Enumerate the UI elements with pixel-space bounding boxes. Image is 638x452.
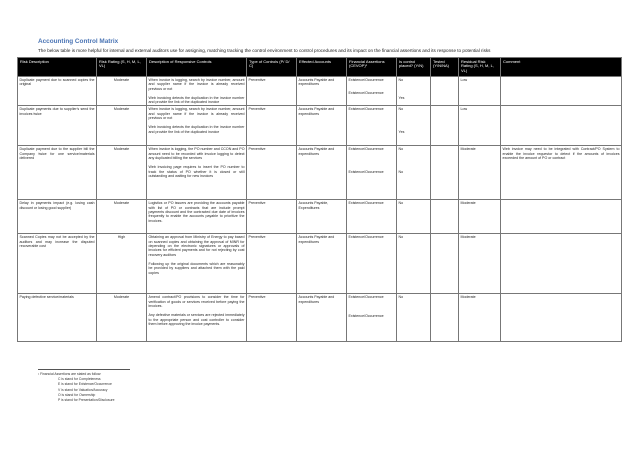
- footnote-item: V is stand for Valuation/Accuracy: [58, 387, 108, 392]
- assertions-cell: Existence/Occurrence: [347, 106, 397, 146]
- risk-description-cell: Delay in payments impact (e.g. losing cash discount or losing good supplier): [18, 200, 97, 234]
- risk-description-cell: Duplicate payment due to the supplier bill the Company twice for one service/materials delivered: [18, 146, 97, 200]
- control-type-cell: Preventive: [247, 146, 297, 200]
- table-row: [18, 200, 622, 234]
- assertions-cell: [347, 294, 397, 342]
- header-responsive-controls: Description of Responsive Controls: [147, 58, 247, 77]
- header-residual-risk: Residual Risk Rating (S, H, M, L, VL): [459, 58, 501, 77]
- comment-cell: [501, 294, 622, 342]
- control-type-cell: Preventive: [247, 106, 297, 146]
- table-header-row: [18, 58, 622, 77]
- controls-cell: [147, 77, 247, 106]
- footnote: [38, 372, 114, 403]
- controls-cell: [147, 294, 247, 342]
- residual-rating-cell: Moderate: [459, 294, 501, 342]
- placed-text: Yes: [398, 96, 405, 101]
- risk-rating-cell: High: [97, 234, 147, 294]
- placed-text: No: [398, 147, 404, 152]
- control-text: Web invoicing page requires to insert the PO number to track the status of PO whether it is closed or still outstanding and waiting for new invoices: [148, 165, 245, 178]
- accounts-cell: Accounts Payable and expenditures: [297, 146, 347, 200]
- assertion-text: Existence/Occurrence: [348, 78, 384, 82]
- assertions-cell: [347, 146, 397, 200]
- controls-cell: [147, 234, 247, 294]
- header-type-of-controls: Type of Controls (P/ D/ C): [247, 58, 297, 77]
- footnote-divider: [38, 369, 130, 370]
- comment-cell: [501, 106, 622, 146]
- control-text: Web invoicing detects the duplication in the invoice number and provide the link of the duplicated invoice: [148, 95, 245, 105]
- accounts-cell: Accounts Payable, Expenditures: [297, 200, 347, 234]
- assertion-text: Existence/Occurrence: [348, 91, 384, 96]
- header-control-placed: Is control placed? (Y/N): [397, 58, 431, 77]
- risk-description-cell: Scanned Copies may not be accepted by the auditors and may increase the disputed recoverable cost: [18, 234, 97, 294]
- tested-cell: [431, 77, 459, 106]
- table-row: [18, 77, 622, 106]
- assertion-text: Existence/Occurrence: [348, 169, 384, 174]
- table-row: [18, 234, 622, 294]
- control-text: Any defective materials or services are rejected immediately to the appropriate person and cost controller to consider them before approving the invoice payments.: [148, 313, 245, 326]
- header-tested: Tested (Y/N/NA): [431, 58, 459, 77]
- control-type-cell: Preventive: [247, 77, 297, 106]
- control-text: When invoice is logging, the PO number and CCON and PO amount need to be recorded with invoice logging to detect any duplicated billing the services: [148, 147, 245, 161]
- controls-cell: [147, 106, 247, 146]
- control-type-cell: Preventive: [247, 294, 297, 342]
- assertions-cell: Existence/Occurrence: [347, 200, 397, 234]
- tested-cell: [431, 234, 459, 294]
- placed-text: Yes: [398, 129, 405, 134]
- footnote-item: P is stand for Presentation/Disclosure: [58, 398, 115, 403]
- footnote-head: ¹ Financial Assertions are stated as follow:: [38, 372, 102, 376]
- comment-cell: [501, 234, 622, 294]
- control-text: When invoice is logging, search by invoice number, amount and supplier name if the invoice is already received previous or not: [148, 107, 245, 121]
- tested-cell: [431, 294, 459, 342]
- intro-text: The below table is more helpful for internal and external auditors use for assigning, matching tracking the control environment to control procedures and its impact on the financial assertions and its response to potential risks: [38, 48, 491, 53]
- comment-cell: [501, 77, 622, 106]
- control-type-cell: Preventive: [247, 200, 297, 234]
- residual-rating-cell: Moderate: [459, 200, 501, 234]
- comment-cell: Web invoice may need to be integrated with Contract/PO System to enable the invoice requestor to detect if the amounts of invoices exceeded the amount of PO or contract: [501, 146, 622, 200]
- placed-text: No: [398, 107, 404, 112]
- comment-cell: [501, 200, 622, 234]
- control-text: When invoice is logging, search by invoice number, amount and supplier name if the invoice is already received previous or not: [148, 78, 245, 91]
- header-effected-accounts: Effected Accounts: [297, 58, 347, 77]
- control-matrix-table: [17, 57, 622, 342]
- tested-cell: [431, 106, 459, 146]
- risk-rating-cell: Moderate: [97, 294, 147, 342]
- accounts-cell: Accounts Payable and expenditures: [297, 77, 347, 106]
- risk-rating-cell: Moderate: [97, 106, 147, 146]
- controls-cell: Logistics or PO issuers are providing the accounts payable with list of PO or contracts that are include prompt payments discount and the contracted due date of invoices frequently to enable the accounts payable to prioritize the invoices.: [147, 200, 247, 234]
- risk-rating-cell: Moderate: [97, 200, 147, 234]
- accounts-cell: Accounts Payable and expenditures: [297, 294, 347, 342]
- placed-cell: [397, 77, 431, 106]
- placed-cell: [397, 146, 431, 200]
- placed-text: No: [398, 169, 404, 174]
- risk-rating-cell: Moderate: [97, 77, 147, 106]
- residual-rating-cell: Low: [459, 77, 501, 106]
- table-row: [18, 294, 622, 342]
- tested-cell: [431, 200, 459, 234]
- footnote-item: E is stand for Existence/Occurrence: [58, 382, 112, 387]
- risk-rating-cell: Moderate: [97, 146, 147, 200]
- placed-cell: No: [397, 294, 431, 342]
- risk-description-cell: Duplicate payments due to supplier's send the invoices twice: [18, 106, 97, 146]
- document-title: Accounting Control Matrix: [38, 38, 119, 45]
- assertion-text: Existence/Occurrence: [348, 295, 384, 300]
- residual-rating-cell: Moderate: [459, 234, 501, 294]
- assertion-text: Existence/Occurrence: [348, 147, 384, 152]
- controls-cell: [147, 146, 247, 200]
- control-text: Amend contract/PO provisions to consider the time for verification of goods or services received before paying the invoices.: [148, 295, 245, 309]
- placed-cell: [397, 106, 431, 146]
- footnote-item: C is stand for Completeness: [58, 377, 101, 382]
- risk-description-cell: Paying defective service/materials: [18, 294, 97, 342]
- placed-cell: No: [397, 200, 431, 234]
- assertions-cell: [347, 77, 397, 106]
- header-risk-rating: Risk Rating (S, H, M, L, VL): [97, 58, 147, 77]
- tested-cell: [431, 146, 459, 200]
- assertion-text: Existence/Occurrence: [348, 313, 384, 318]
- header-financial-assertions: Financial Assertions (CEVOP)¹: [347, 58, 397, 77]
- control-text: Following up the original documents which are reasonably be provided by suppliers and attached them with the paid copies: [148, 261, 245, 275]
- accounts-cell: Accounts Payable and expenditures: [297, 234, 347, 294]
- placed-text: No: [398, 78, 404, 82]
- residual-rating-cell: Low: [459, 106, 501, 146]
- control-type-cell: Preventive: [247, 234, 297, 294]
- placed-cell: No: [397, 234, 431, 294]
- risk-description-cell: Duplicate payment due to scanned copies the original: [18, 77, 97, 106]
- residual-rating-cell: Moderate: [459, 146, 501, 200]
- footnote-item: O is stand for Ownership: [58, 392, 96, 397]
- accounts-cell: Accounts Payable and expenditures: [297, 106, 347, 146]
- assertions-cell: Existence/Occurrence: [347, 234, 397, 294]
- header-comment: Comment: [501, 58, 622, 77]
- table-row: [18, 106, 622, 146]
- header-risk-description: Risk Description: [18, 58, 97, 77]
- table-row: [18, 146, 622, 200]
- control-text: Web invoicing detects the duplication in the invoice number and provide the link of the duplicated invoice: [148, 125, 245, 134]
- control-text: Obtaining an approval from Ministry of Energy to pay based on scanned copies and obtaining the approval of MINR for depending on the electronic signatures or approvals of invoices for efficient payments and for not rejecting by cost recovery auditors: [148, 235, 245, 257]
